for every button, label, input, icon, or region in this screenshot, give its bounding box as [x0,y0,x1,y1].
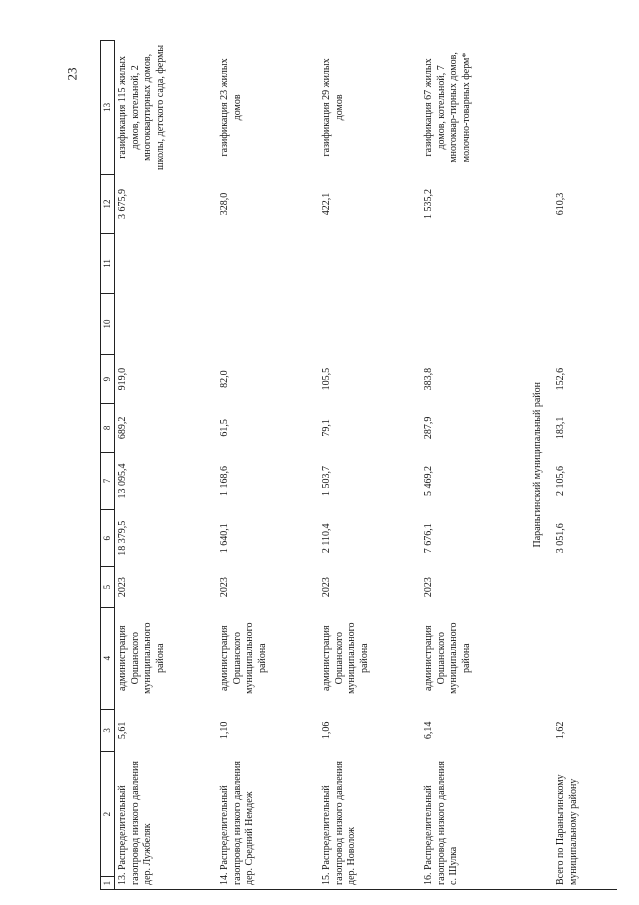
total-cost-cell: 1 640,1 [219,523,231,554]
region-heading-row [523,41,553,890]
col8-cell: 79,1 [321,419,333,437]
col-header-9: 9 [101,355,115,404]
result-cell: газификация 29 жилых домов [321,58,345,157]
rotated-table-sheet [100,40,579,890]
customer-cell: администрация Оршанского муниципального района [219,622,268,694]
col9-cell: 105,5 [321,367,333,391]
col7-cell: 13 095,4 [117,463,129,499]
result-cell: газификация 67 жилых домов, котельной, 7 многоквар-тирных домов, молочно-товарных ферм* [423,52,472,163]
total-empty-col11 [553,234,617,293]
total-col7: 2 105,6 [555,465,567,496]
col8-cell: 61,5 [219,419,231,437]
total-cost-cell: 18 379,5 [117,520,129,556]
object-name: 13. Распределительный газопровод низкого давления дер. Лужбеляк [115,752,218,890]
result-cell: газификация 115 жилых домов, котельной, 2 многоквартирных домов, школы, детского сада, фермы [117,44,166,170]
total-row [553,41,617,890]
col11-cell [319,234,421,293]
object-name: 15. Распределительный газопровод низкого давления дер. Новолож [319,752,421,890]
year-cell: 2023 [117,577,129,598]
col-header-12: 12 [101,174,115,233]
col-header-11: 11 [101,234,115,293]
col-header-13: 13 [101,41,115,175]
col7-cell: 1 503,7 [321,465,333,496]
col11-cell [115,234,218,293]
year-cell: 2023 [219,577,231,598]
col-header-7: 7 [101,452,115,509]
col10-cell [319,293,421,355]
col10-cell [217,293,319,355]
total-cost: 3 051,6 [555,523,567,554]
length-cell: 1,06 [321,721,333,740]
col-header-2: 2 [101,752,115,877]
object-name: 16. Распределительный газопровод низкого давления с. Шулка [421,752,523,890]
col12-cell: 328,0 [219,192,231,216]
col11-cell [421,234,523,293]
customer-cell: администрация Оршанского муниципального района [321,622,370,694]
length-cell: 6,14 [423,721,435,740]
col9-cell: 919,0 [117,367,129,391]
table-row [115,41,218,890]
total-empty-col5 [553,567,617,607]
col-header-4: 4 [101,607,115,709]
object-name: 14. Распределительный газопровод низкого давления дер. Средний Немдеж [217,752,319,890]
col12-cell: 1 535,2 [423,189,435,220]
total-empty-col13 [553,41,617,175]
col8-cell: 287,9 [423,416,435,440]
column-number-row [101,41,115,890]
col-header-10: 10 [101,293,115,355]
col10-cell [115,293,218,355]
year-cell: 2023 [423,577,435,598]
page-number: 23 [64,67,80,81]
col12-cell: 3 675,9 [117,189,129,220]
region-heading: Параньгинский муниципальный район [523,41,553,890]
total-length: 1,62 [555,721,567,740]
result-cell: газификация 23 жилых домов [219,58,243,157]
gas-pipeline-table [100,40,617,890]
col-header-6: 6 [101,510,115,567]
col12-cell: 422,1 [321,192,333,216]
col-header-5: 5 [101,567,115,607]
col10-cell [421,293,523,355]
total-col9: 152,6 [555,367,567,391]
table-row [421,41,523,890]
col8-cell: 689,2 [117,416,129,440]
col-header-1: 1 [101,877,115,890]
customer-cell: администрация Оршанского муниципального района [423,622,472,694]
col7-cell: 1 168,6 [219,465,231,496]
col9-cell: 82,0 [219,370,231,388]
col11-cell [217,234,319,293]
customer-cell: администрация Оршанского муниципального района [117,622,166,694]
length-cell: 5,61 [117,721,129,740]
year-cell: 2023 [321,577,333,598]
table-row [217,41,319,890]
col-header-3: 3 [101,709,115,751]
col-header-8: 8 [101,404,115,453]
total-empty-col10 [553,293,617,355]
total-cost-cell: 7 676,1 [423,523,435,554]
total-cost-cell: 2 110,4 [321,523,333,554]
total-empty-col4 [553,607,617,709]
length-cell: 1,10 [219,721,231,740]
total-col8: 183,1 [555,416,567,440]
col9-cell: 383,8 [423,367,435,391]
total-col12: 610,3 [555,192,567,216]
table-row [319,41,421,890]
col7-cell: 5 469,2 [423,465,435,496]
total-name: Всего по Параньгинскому муниципальному району [553,752,617,890]
